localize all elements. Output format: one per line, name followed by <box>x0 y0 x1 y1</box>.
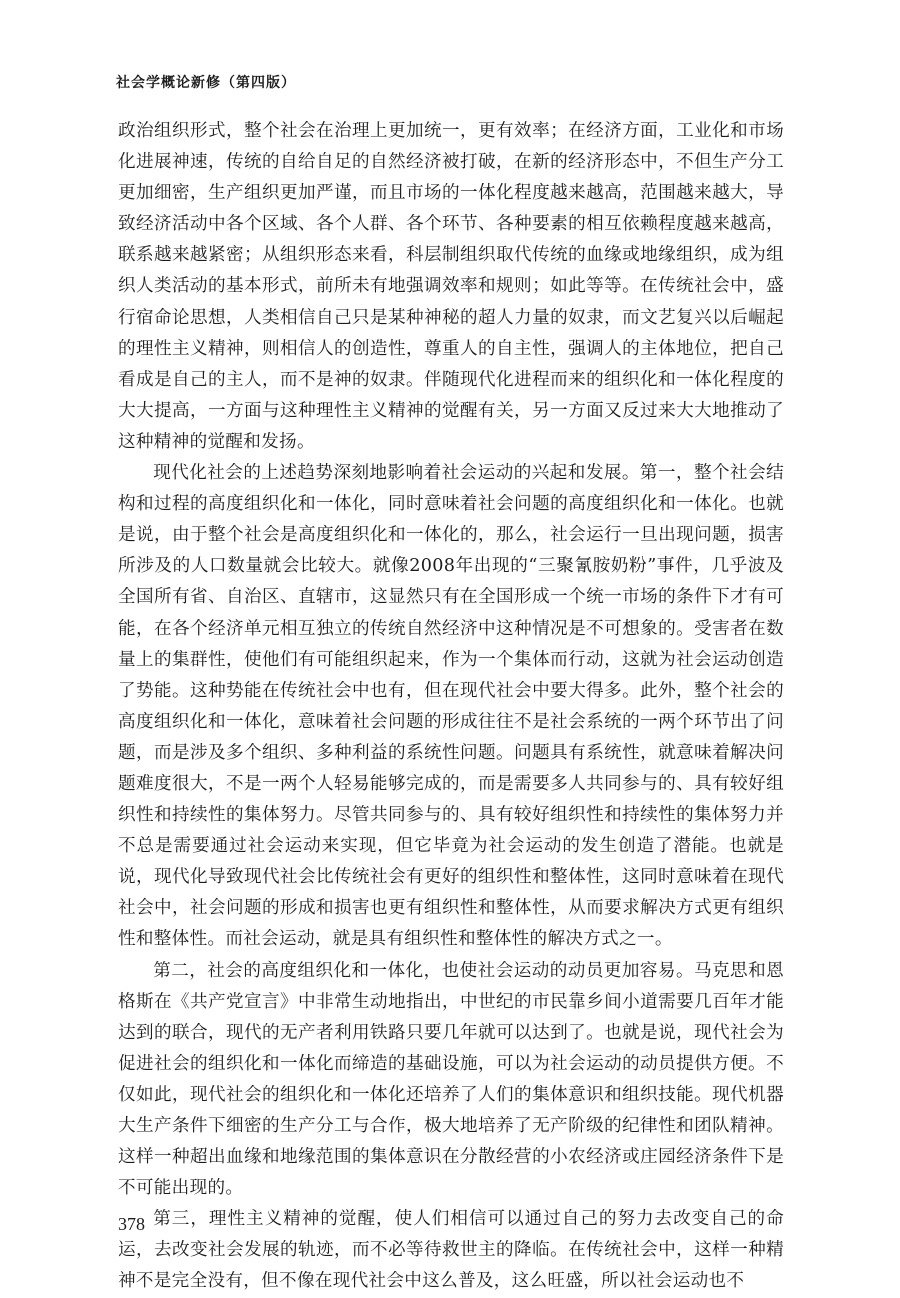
paragraph-second-point: 第二，社会的高度组织化和一体化，也使社会运动的动员更加容易。马克思和恩格斯在《共产党宣言》中非常生动地指出，中世纪的市民靠乡间小道需要几百年才能达到的联合，现代的无产者利用铁路只要几年就可以达到了。也就是说，现代社会为促进社会的组织化和一体化而缔造的基础设施，可以为社会运动的动员提供方便。不仅如此，现代社会的组织化和一体化还培养了人们的集体意识和组织技能。现代机器大生产条件下细密的生产分工与合作，极大地培养了无产阶级的纪律性和团队精神。这样一种超出血缘和地缘范围的集体意识在分散经营的小农经济或庄园经济条件下是不可能出现的。 <box>118 960 784 1199</box>
page-number: 378 <box>118 1214 145 1234</box>
paragraph-modernization-trends: 现代化社会的上述趋势深刻地影响着社会运动的兴起和发展。第一，整个社会结构和过程的高度组织化和一体化，同时意味着社会问题的高度组织化和一体化。也就是说，由于整个社会是高度组织化和一体化的，那么，社会运行一旦出现问题，损害所涉及的人口数量就会比较大。就像2008年出现的“三聚氰胺奶粉”事件，几乎波及全国所有省、自治区、直辖市，这显然只有在全国形成一个统一市场的条件下才有可能，在各个经济单元相互独立的传统自然经济中这种情况是不可想象的。受害者在数量上的集群性，使他们有可能组织起来，作为一个集体而行动，这就为社会运动创造了势能。这种势能在传统社会中也有，但在现代社会中要大得多。此外，整个社会的高度组织化和一体化，意味着社会问题的形成往往不是社会系统的一两个环节出了问题，而是涉及多个组织、多种利益的系统性问题。问题具有系统性，就意味着解决问题难度很大，不是一两个人轻易能够完成的，而是需要多人共同参与的、具有较好组织性和持续性的集体努力。尽管共同参与的、具有较好组织性和持续性的集体努力并不总是需要通过社会运动来实现，但它毕竟为社会运动的发生创造了潜能。也就是说，现代化导致现代社会比传统社会有更好的组织性和整体性，这同时意味着在现代社会中，社会问题的形成和损害也更有组织性和整体性，从而要求解决方式更有组织性和整体性。而社会运动，就是具有组织性和整体性的解决方式之一。 <box>118 463 784 950</box>
paragraph-third-point: 第三，理性主义精神的觉醒，使人们相信可以通过自己的努力去改变自己的命运，去改变社会发展的轨迹，而不必等待救世主的降临。在传统社会中，这样一种精神不是完全没有，但不像在现代社会中这么普及，这么旺盛，所以社会运动也不 <box>118 1209 784 1292</box>
body-text <box>118 116 784 1298</box>
paragraph-continued: 政治组织形式，整个社会在治理上更加统一，更有效率；在经济方面，工业化和市场化进展神速，传统的自给自足的自然经济被打破，在新的经济形态中，不但生产分工更加细密，生产组织更加严谨，而且市场的一体化程度越来越高，范围越来越大，导致经济活动中各个区域、各个人群、各个环节、各种要素的相互依赖程度越来越高，联系越来越紧密；从组织形态来看，科层制组织取代传统的血缘或地缘组织，成为组织人类活动的基本形式，前所未有地强调效率和规则；如此等等。在传统社会中，盛行宿命论思想，人类相信自己只是某种神秘的超人力量的奴隶，而文艺复兴以后崛起的理性主义精神，则相信人的创造性，尊重人的自主性，强调人的主体地位，把自己看成是自己的主人，而不是神的奴隶。伴随现代化进程而来的组织化和一体化程度的大大提高，一方面与这种理性主义精神的觉醒有关，另一方面又反过来大大地推动了这种精神的觉醒和发扬。 <box>118 121 784 452</box>
running-head-title: 社会学概论新修（第四版） <box>116 75 296 91</box>
